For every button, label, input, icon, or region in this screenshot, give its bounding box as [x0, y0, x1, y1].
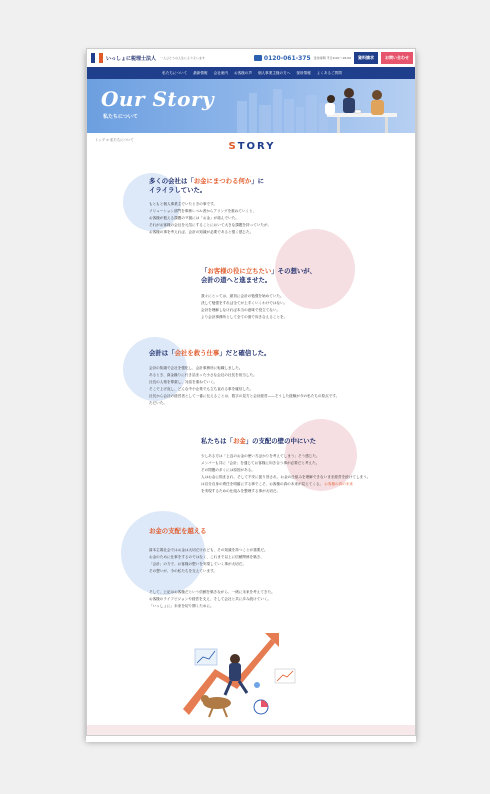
- body-line: ただいた。: [149, 401, 167, 405]
- growth-illustration: [175, 629, 305, 725]
- logo-icon[interactable]: [91, 53, 103, 63]
- title-text: 」だと確信した。: [219, 349, 271, 357]
- nav-item-faq[interactable]: よくあるご質問: [316, 70, 342, 75]
- body-line: ソリューション部門を事務レベル者からアリングを重ねていくと、: [149, 209, 257, 213]
- title-highlight: お金にまつわる何か: [193, 177, 252, 185]
- body-line: お金のために仕事をするのではなく、これまで以上に信頼関係を築き、: [149, 555, 264, 559]
- title-text: 「: [201, 267, 208, 275]
- section-5-title: [149, 527, 207, 536]
- phone-icon: [254, 55, 262, 61]
- page: [86, 48, 416, 736]
- nav-item-sole-proprietor[interactable]: 個人事業主様の方へ: [257, 70, 291, 75]
- story-heading: [87, 141, 416, 152]
- hero-subtitle: 私たちについて: [103, 114, 138, 120]
- body-line: そして、上記はお客様だという信頼を築きながら、一緒に未来を考えてきた。: [149, 590, 275, 594]
- section-3-title: [149, 349, 270, 358]
- body-line: その問題の多くには原因がある。: [201, 468, 255, 472]
- story-heading-initial: S: [228, 141, 238, 152]
- inquiry-button[interactable]: お問い合わせ: [381, 52, 413, 64]
- section-2-body: [201, 293, 287, 321]
- body-line: 少しある方は「上辺のお金の使い方ばかりを考えてしまう」そう感じた。: [201, 454, 320, 458]
- body-line: 我々にとっては、最初に会計の勉強を始めていた。: [201, 294, 284, 298]
- body-line: その想いが、今の私たちを支えています。: [149, 569, 217, 573]
- nav-item-voices[interactable]: お客様の声: [234, 70, 252, 75]
- section-4-title: [201, 437, 316, 446]
- body-line: メンバーも共に「会計」を通じてお客様に向き合う事が必要だと考えた。: [201, 461, 320, 465]
- title-text: イライラしていた。: [149, 186, 207, 194]
- section-5-body: [149, 547, 411, 575]
- section-4-body: [201, 453, 411, 495]
- section-2-title: [201, 267, 316, 285]
- hero-banner: [87, 79, 416, 133]
- body-line: を実現するための仕組みを整理する事が大切だ。: [201, 489, 281, 493]
- global-nav: [87, 67, 416, 79]
- nav-item-about[interactable]: 私たちについて: [162, 70, 188, 75]
- business-hours: 受付時間 平日9:00〜18:00: [313, 56, 351, 60]
- body-line: お客様の事を考えれば、会計の知識が必要であると強く感じた。: [149, 230, 254, 234]
- body-line: そこで上げ直し、どんな中小企業でも立ち直れる事を確信した。: [149, 387, 254, 391]
- title-highlight: お金: [232, 437, 246, 445]
- body-line: お客様が抱える課題の９割には「お金」が絡んでいた。: [149, 216, 239, 220]
- title-text: 私たちは「: [201, 437, 233, 445]
- nav-item-news[interactable]: 最新情報: [193, 70, 208, 75]
- body-line: 社長の人格を尊重し、対話を重ねていく。: [149, 380, 218, 384]
- title-text: 会計の道へと進ませた。: [201, 276, 272, 284]
- body-line: もともと個人事業主でいたときの事です。: [149, 202, 217, 206]
- top-bar: [87, 49, 416, 67]
- body-line: より会計事務所として全ての面で向き合えることを。: [201, 315, 288, 319]
- section-5-body-closing: [149, 589, 411, 610]
- title-text: 多くの会社は「: [149, 177, 194, 185]
- section-1-title: [149, 177, 264, 195]
- title-text: 」の支配の壁の中にいた: [245, 437, 317, 445]
- nav-item-recruit[interactable]: 採用情報: [296, 70, 311, 75]
- logo-text[interactable]: いっしょに税理士法人: [106, 55, 157, 62]
- body-line: 会計を理解しなければ本当の意味で役立てない。: [201, 308, 281, 312]
- title-highlight: お金の支配を越える: [149, 527, 207, 535]
- body-line: 人はお金に悩まされ、そして不安に振り回され、お金の仕組みを理解できないまま経営を続けてしまう。: [201, 475, 371, 479]
- body-line: 社長から会社の経営者として一番に伝えることは、数字の見方と会計経営——そうした経験が今の私たちの原点です。: [149, 394, 340, 398]
- document-request-button[interactable]: 資料請求: [354, 52, 378, 64]
- title-highlight: お客様の役に立ちたい: [207, 267, 272, 275]
- story-heading-rest: TORY: [237, 141, 276, 152]
- body-line: それがお客様の会社を元気にすることにおいて大きな課題を持っていたが、: [149, 223, 272, 227]
- phone-number[interactable]: 0120-061-375: [263, 54, 311, 62]
- body-line: 「会計」の力で、お客様の想いを実現していく事が大切だ。: [149, 562, 246, 566]
- nav-item-company[interactable]: 会社案内: [213, 70, 228, 75]
- body-line: 決して勉強をすれば全てが上手くいくわけではない。: [201, 301, 288, 305]
- breadcrumb[interactable]: トップ > 私たちについて: [95, 138, 134, 142]
- title-text: 」に: [251, 177, 265, 185]
- body-line: お客様のライフビジョンや経営を支え、そして会社と共に歩み続けていく。: [149, 597, 272, 601]
- logo-tagline: 一人ひとりの人生によりそいます: [160, 56, 206, 60]
- body-line: 「いっしょに」未来を切り開くために。: [149, 604, 214, 608]
- hero-title: Our Story: [101, 87, 215, 111]
- title-highlight: 会社を救う仕事: [174, 349, 220, 357]
- body-line: [201, 481, 411, 488]
- title-text: 会計は「: [149, 349, 175, 357]
- body-line: 会計の知識で会社を強化し、会計事務所に転職しました。: [149, 366, 243, 370]
- footer-band: [87, 725, 416, 736]
- title-text: 」その想いが、: [271, 267, 317, 275]
- section-3-body: [149, 365, 409, 407]
- body-line: 資本主義社会ではお金は大切だけれども、その知識を持つことが重要だ。: [149, 548, 268, 552]
- body-text: は自分自身の責任を明確にする事でこそ、お客様の真の未来が見えてくる。: [201, 482, 324, 486]
- body-line: あるとき、資金繰りに行き詰まった小さな会社の社長を担当した。: [149, 373, 257, 377]
- body-highlight: お客様の真の未来: [324, 482, 354, 486]
- section-1-body: [149, 201, 271, 236]
